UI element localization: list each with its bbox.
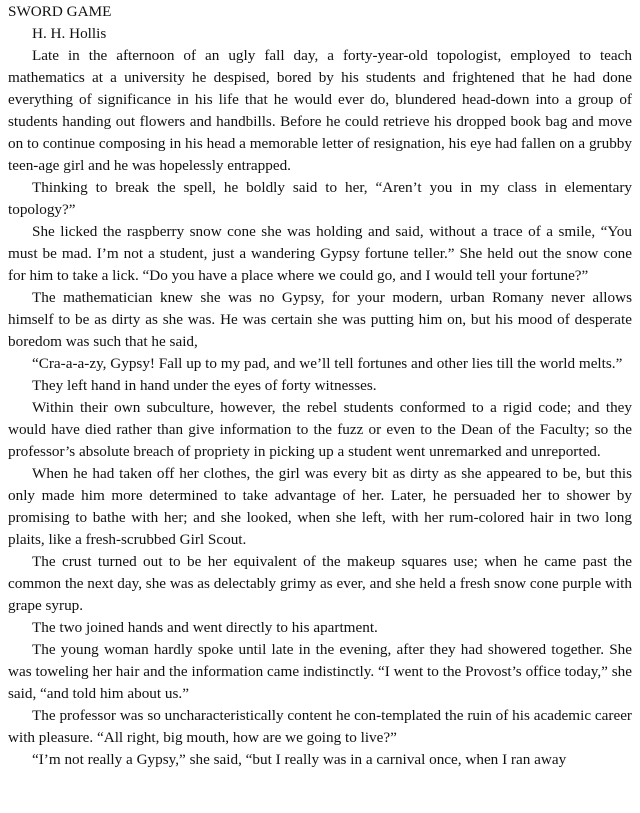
paragraph: Thinking to break the spell, he boldly said to her, “Aren’t you in my class in elementary topology?” <box>8 179 632 218</box>
paragraph: The two joined hands and went directly to his apartment. <box>32 619 378 636</box>
author-name: H. H. Hollis <box>32 25 107 42</box>
document-page <box>8 1 632 771</box>
paragraph: The young woman hardly spoke until late in the evening, after they had showered together. She was toweling her hair and the information came indistinctly. “I went to the Provost’s office today,” she said, “and told him about us.” <box>8 641 632 702</box>
paragraph: “Cra-a-a-zy, Gypsy! Fall up to my pad, and we’ll tell fortunes and other lies till the world melts.” <box>32 355 623 372</box>
paragraph: Late in the afternoon of an ugly fall day, a forty-year-old topologist, employed to teach mathematics at a university he despised, bored by his students and frightened that he had done everything of significance in his life that he would ever do, blundered head-down into a group of students handing out flowers and handbills. Before he could retrieve his dropped book bag and move on to continue composing in his head a memorable letter of resignation, his eye had fallen on a grubby teen-age girl and he was hopelessly entrapped. <box>8 47 632 174</box>
paragraph: The crust turned out to be her equivalent of the makeup squares use; when he came past the common the next day, she was as delectably grimy as ever, and she held a fresh snow cone purple with grape syrup. <box>8 553 632 614</box>
paragraph: “I’m not really a Gypsy,” she said, “but I really was in a carnival once, when I ran away <box>32 751 567 768</box>
paragraph: The professor was so uncharacteristically content he con-templated the ruin of his academic career with pleasure. “All right, big mouth, how are we going to live?” <box>8 707 632 746</box>
paragraph: When he had taken off her clothes, the girl was every bit as dirty as she appeared to be, but this only made him more determined to take advantage of her. Later, he persuaded her to shower by promising to bathe with her; and she looked, when she left, with her rum-colored hair in two long plaits, like a fresh-scrubbed Girl Scout. <box>8 465 632 548</box>
story-title: SWORD GAME <box>8 3 112 20</box>
paragraph: She licked the raspberry snow cone she was holding and said, without a trace of a smile, “You must be mad. I’m not a student, just a wandering Gypsy fortune teller.” She held out the snow cone for him to take a lick. “Do you have a place where we could go, and I would tell your fortune?” <box>8 223 632 284</box>
paragraph: Within their own subculture, however, the rebel students conformed to a rigid code; and they would have died rather than give information to the fuzz or even to the Dean of the Faculty; so the professor’s absolute breach of propriety in picking up a student went unremarked and unreported. <box>8 399 632 460</box>
paragraph: They left hand in hand under the eyes of forty witnesses. <box>32 377 377 394</box>
paragraph: The mathematician knew she was no Gypsy, for your modern, urban Romany never allows himself to be as dirty as she was. He was certain she was putting him on, but his mood of desperate boredom was such that he said, <box>8 289 632 350</box>
